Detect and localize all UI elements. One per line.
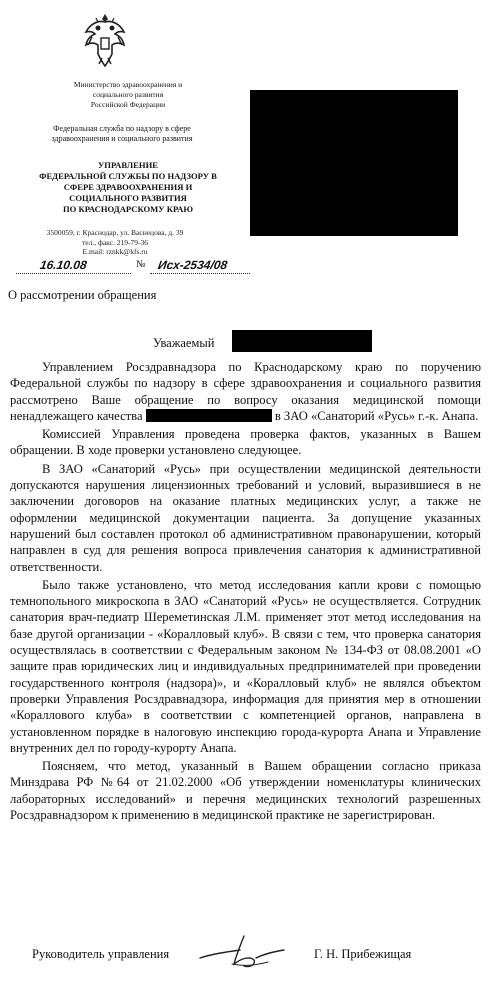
paragraph: В ЗАО «Санаторий «Русь» при осуществлении медицинской деятельности допускаются нарушения лицензионных требований и условий, выразившиеся в не заключении договоров на оказание платных медицинских услуг, а также не оформлении медицинской документации пациента. За допущение указанных нарушений был составлен протокол об административном правонарушении, который направлен в суд для решения вопроса привлечения санатория к административной ответственности. xyxy=(10,461,481,574)
department-line: УПРАВЛЕНИЕ xyxy=(98,160,158,170)
redacted-inline xyxy=(146,409,272,422)
phone-line: тел., факс. 219-79-36 xyxy=(82,237,148,247)
document-date-number xyxy=(8,258,248,276)
paragraph-text: Управлением Росздравнадзора по Краснодарскому краю по поручению Федеральной службы по надзору в сфере здравоохранения и социального развития рассмотрено Ваше обращение по вопросу оказания медицинской помощи ненадлежащего качества xyxy=(10,360,481,423)
paragraph: Комиссией Управления проведена проверка фактов, указанных в Вашем обращении. В ходе проверки установлено следующее. xyxy=(10,427,481,458)
service-line: Федеральная служба по надзору в сфере xyxy=(53,124,191,133)
paragraph xyxy=(10,359,481,424)
department-line: СФЕРЕ ЗДРАВООХРАНЕНИЯ И xyxy=(63,182,193,192)
signer-position: Руководитель управления xyxy=(32,947,170,961)
number-sign: № xyxy=(136,259,146,270)
service-block xyxy=(22,124,222,144)
paragraph-text: в ЗАО «Санаторий «Русь» г.-к. Анапа. xyxy=(271,408,479,423)
address-block xyxy=(10,228,220,257)
redacted-recipient-block xyxy=(250,90,458,236)
document-date: 16.10.08 xyxy=(39,258,88,272)
department-line: ПО КРАСНОДАРСКОМУ КРАЮ xyxy=(62,204,194,214)
number-underline xyxy=(150,273,250,274)
salutation: Уважаемый xyxy=(153,336,215,350)
ministry-line: Российской Федерации xyxy=(90,100,166,109)
address-line: 3500059, г. Краснодар, ул. Васнецова, д. 39 xyxy=(46,228,184,237)
paragraph: Поясняем, что метод, указанный в Вашем обращении согласно приказа Минздрава РФ №64 от 21.02.2000 «Об утверждении номенклатуры клинических лабораторных исследований» и перечня медицинских технологий разрешенных Росздравнадзором к применению в медицинской практике не зарегистрирован. xyxy=(10,759,481,823)
signature-line xyxy=(32,947,452,967)
department-line: СОЦИАЛЬНОГО РАЗВИТИЯ xyxy=(69,193,187,203)
service-line: здравоохранения и социального развития xyxy=(51,134,193,143)
redacted-name xyxy=(232,330,372,352)
ministry-block xyxy=(48,80,208,110)
document-number: Исх-2534/08 xyxy=(157,258,229,272)
coat-of-arms-icon xyxy=(80,10,130,72)
ministry-line: Министерство здравоохранения и xyxy=(73,80,183,89)
email-line: E.mail: rznkk@kfs.ru xyxy=(82,247,148,256)
department-line: ФЕДЕРАЛЬНОЙ СЛУЖБЫ ПО НАДЗОРУ В xyxy=(39,171,217,181)
letter-body xyxy=(10,359,481,825)
subject-line: О рассмотрении обращения xyxy=(8,288,157,302)
department-block xyxy=(18,160,238,215)
date-underline xyxy=(16,273,131,274)
ministry-line: социального развития xyxy=(92,90,164,99)
paragraph: Было также установлено, что метод исследования капли крови с помощью темнопольного микроскопа в ЗАО «Санаторий «Русь» не осуществляется. Сотрудник санатория врач-педиатр Шереметинская Л.М. применяет этот метод исследования на базе другой организации - «Коралловый клуб». В связи с тем, что проверка санатория осуществлялась в соответствии с Федеральным законом № 134-ФЗ от 08.08.2001 «О защите прав юридических лиц и индивидуальных предпринимателей при проведении государственного контроля (надзора)», и «Коралловый клуб» не являлся объектом проверки Управления Росздравнадзора, информация для принятия мер в отношении «Кораллового клуба» в соответствии с компетенцией органов, направлена в установленном порядке в налоговую инспекцию города-курорта Анапа и Управление внутренних дел по городу-курорту Анапа. xyxy=(10,577,481,755)
signer-name: Г. Н. Прибежищая xyxy=(314,947,412,961)
